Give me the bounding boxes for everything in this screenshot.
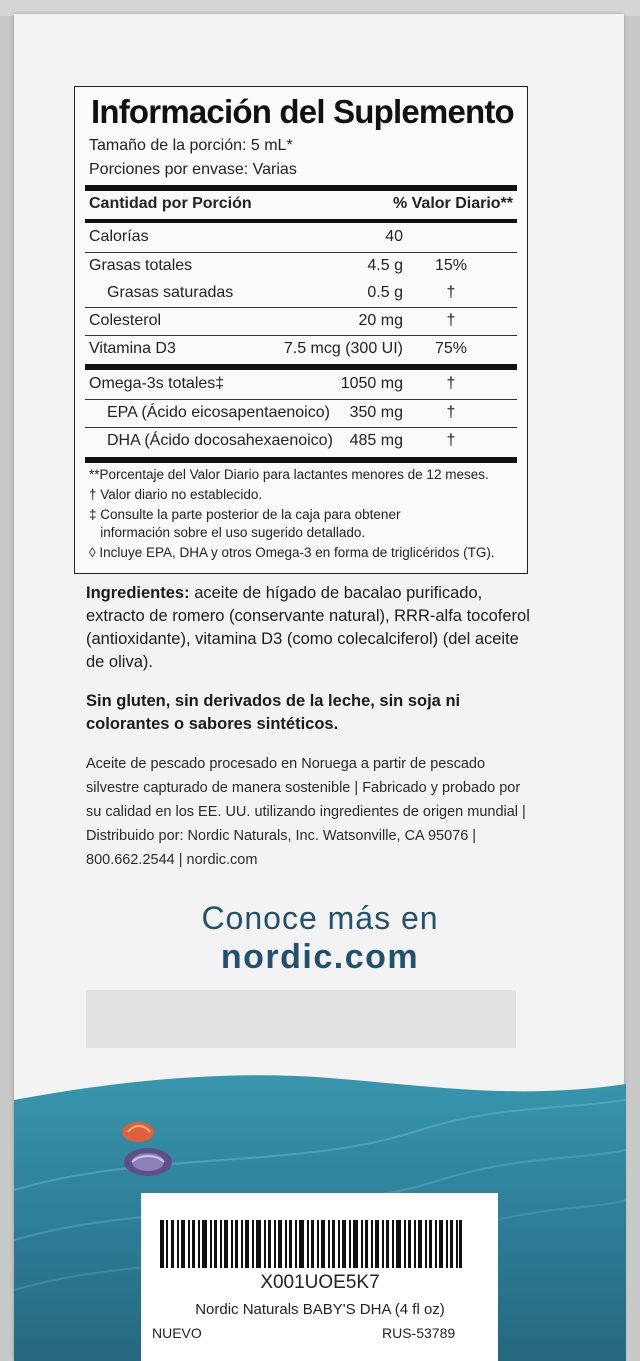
ingredients-label: Ingredientes: xyxy=(86,584,190,602)
facts-row xyxy=(89,371,513,397)
nutrient-amount: 1050 mg xyxy=(340,375,403,392)
col-amount-header: Cantidad por Porción xyxy=(89,195,252,212)
nutrient-dv: † xyxy=(446,432,456,449)
facts-row xyxy=(89,428,513,454)
nutrient-name: Omega-3s totales‡ xyxy=(89,375,225,392)
product-name: Nordic Naturals BABY'S DHA (4 fl oz) xyxy=(195,1301,445,1318)
col-dv-header: % Valor Diario** xyxy=(392,195,513,212)
nutrient-amount: 40 xyxy=(385,228,403,245)
fnsku-code: X001UOE5K7 xyxy=(260,1272,380,1293)
lot-code-area xyxy=(86,990,516,1048)
serving-size: Tamaño de la porción: 5 mL* xyxy=(89,137,293,154)
thick-rule xyxy=(85,364,517,370)
facts-title: Información del Suplemento xyxy=(91,93,514,130)
nutrient-amount: 0.5 g xyxy=(367,284,403,301)
facts-row xyxy=(89,400,513,426)
origin-statement: Aceite de pescado procesado en Noruega a partir de pescado silvestre capturado de manera sostenible | Fabricado y probado por su calidad en los EE. UU. utilizando ingredientes de origen mundial | Distribuido por: Nordic Naturals, Inc. Watsonville, CA 95076 | 800.662.2544 | nordic.com xyxy=(86,756,526,868)
facts-header-row xyxy=(89,191,513,217)
nutrient-dv: † xyxy=(446,312,456,329)
nutrient-name: Grasas totales xyxy=(89,257,193,274)
footnote: **Porcentaje del Valor Diario para lactantes menores de 12 meses. xyxy=(89,467,489,482)
nutrient-name: EPA (Ácido eicosapentaenoico) xyxy=(107,404,330,421)
nutrient-name: Vitamina D3 xyxy=(89,340,176,357)
footnote: ◊ Incluye EPA, DHA y otros Omega-3 en forma de triglicéridos (TG). xyxy=(89,545,495,560)
nutrient-amount: 7.5 mcg (300 UI) xyxy=(283,340,403,357)
nutrient-name: Colesterol xyxy=(89,312,162,329)
facts-row xyxy=(89,308,513,334)
nutrient-name: Calorías xyxy=(89,228,149,245)
nutrient-dv: † xyxy=(446,404,456,421)
nutrient-amount: 485 mg xyxy=(349,432,403,449)
facts-row xyxy=(89,336,513,362)
ingredients-text xyxy=(86,582,536,674)
nutrient-name: DHA (Ácido docosahexaenoico) xyxy=(107,432,333,449)
footnote: ‡ Consulte la parte posterior de la caja para obtener xyxy=(89,507,401,522)
nutrient-amount: 4.5 g xyxy=(367,257,403,274)
website-text: nordic.com xyxy=(220,938,420,976)
learn-more-text: Conoce más en xyxy=(201,900,439,936)
medium-rule xyxy=(85,219,517,223)
nutrient-dv: † xyxy=(446,375,456,392)
nutrient-amount: 20 mg xyxy=(358,312,403,329)
sku-text: RUS-53789 xyxy=(382,1325,456,1341)
nutrient-dv: 75% xyxy=(434,340,468,357)
facts-row xyxy=(89,224,513,250)
barcode-icon xyxy=(160,1220,462,1268)
nutrient-name: Grasas saturadas xyxy=(107,284,234,301)
nutrient-amount: 350 mg xyxy=(349,404,403,421)
shell-icon xyxy=(112,1112,182,1182)
facts-row xyxy=(89,253,513,279)
servings-per-container: Porciones por envase: Varias xyxy=(89,161,297,178)
nutrient-dv: † xyxy=(446,284,456,301)
condition-text: NUEVO xyxy=(152,1325,202,1341)
nutrient-dv: 15% xyxy=(434,257,468,274)
ingredients-list: aceite de hígado de bacalao purificado, extracto de romero (conservante natural), RRR-alfa tocoferol (antioxidante), vitamina D3 (como colecalciferol) (del aceite de oliva). xyxy=(86,584,530,671)
footnote: información sobre el uso sugerido detallado. xyxy=(89,525,366,540)
free-from-statement: Sin gluten, sin derivados de la leche, sin soja ni colorantes o sabores sintéticos. xyxy=(86,692,461,733)
facts-row xyxy=(89,280,513,306)
supplement-facts-panel xyxy=(74,86,528,574)
thick-rule xyxy=(85,457,517,463)
footnote: † Valor diario no establecido. xyxy=(89,487,263,502)
